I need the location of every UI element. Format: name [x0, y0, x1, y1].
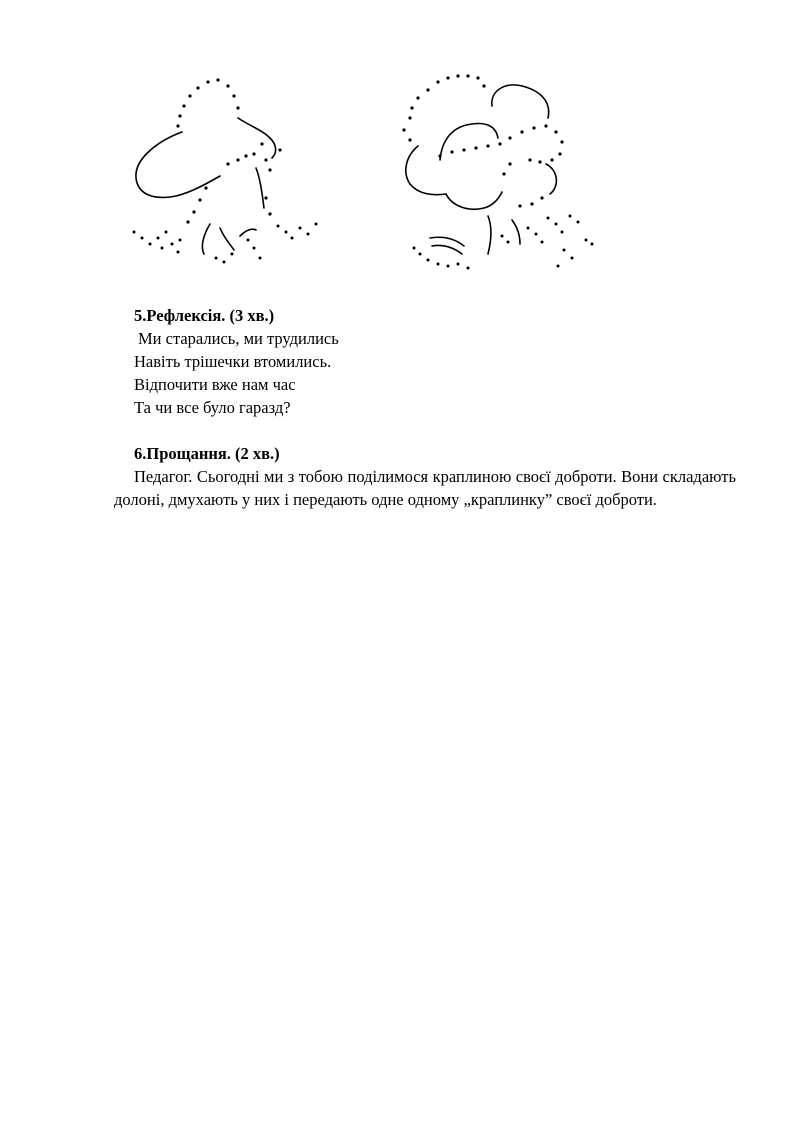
poem-line-2: Навіть трішечки втомились.	[134, 352, 332, 371]
flower-dot-drawing	[392, 68, 612, 280]
mushroom-dot-drawing	[120, 68, 330, 280]
spacer	[114, 419, 736, 442]
farewell-heading: 6.Прощання. (2 хв.)	[134, 444, 280, 463]
poem-line-3: Відпочити вже нам час	[134, 375, 296, 394]
document-body	[114, 304, 736, 511]
farewell-paragraph: Педагог. Сьогодні ми з тобою поділимося краплиною своєї доброти. Вони складають долоні, дмухають у них і передають одне одному „краплинку” своєї доброти.	[114, 467, 736, 509]
poem-line-1: Ми старались, ми трудились	[138, 329, 339, 348]
reflection-heading: 5.Рефлексія. (3 хв.)	[134, 306, 275, 325]
poem-line-4: Та чи все було гаразд?	[134, 398, 291, 417]
